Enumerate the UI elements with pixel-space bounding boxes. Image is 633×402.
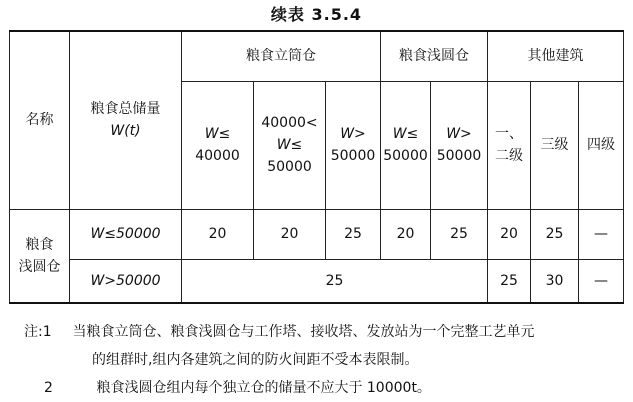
shallow-silo-group-header: 粮食浅圆仓 <box>381 31 488 81</box>
shallow-sub-2: W> 50000 <box>431 81 488 209</box>
spacing-table <box>9 30 624 304</box>
other-sub-3: 四级 <box>579 81 624 209</box>
name-header: 名称 <box>10 31 70 209</box>
table-title: 续表 3.5.4 <box>270 5 363 24</box>
row1-cell: 20 <box>488 209 531 259</box>
other-sub-2: 三级 <box>531 81 579 209</box>
table-row <box>10 259 624 303</box>
note-2-number: 2 <box>44 380 53 396</box>
note-prefix: 注:1 <box>24 324 52 340</box>
row1-cell: 25 <box>531 209 579 259</box>
row-name-cell: 粮食 浅圆仓 <box>10 209 70 303</box>
row2-merged-cell: 25 <box>182 259 488 303</box>
row1-cell: 25 <box>431 209 488 259</box>
row1-cell: 20 <box>381 209 431 259</box>
table-row <box>10 209 624 259</box>
note-1-line-2: 的组群时,组内各建筑之间的防火间距不受本表限制。 <box>92 352 419 368</box>
note-1-continued <box>24 346 624 374</box>
row2-cell: — <box>579 259 624 303</box>
vertical-silo-group-header: 粮食立筒仓 <box>182 31 381 81</box>
row1-cell: — <box>579 209 624 259</box>
header-row-groups <box>10 31 624 81</box>
other-buildings-group-header: 其他建筑 <box>488 31 624 81</box>
vertical-sub-2: 40000< W≤ 50000 <box>254 81 326 209</box>
table-notes <box>24 318 624 402</box>
vertical-sub-3: W> 50000 <box>326 81 381 209</box>
row2-storage: W>50000 <box>70 259 182 303</box>
shallow-sub-1: W≤ 50000 <box>381 81 431 209</box>
vertical-sub-1: W≤ 40000 <box>182 81 254 209</box>
total-storage-header: 粮食总储量 W(t) <box>70 31 182 209</box>
note-2-text: 粮食浅圆仓组内每个独立仓的储量不应大于 10000t。 <box>96 380 431 396</box>
row1-cell: 20 <box>182 209 254 259</box>
other-sub-1: 一、 二级 <box>488 81 531 209</box>
note-2 <box>24 374 624 402</box>
note-1-line-1: 当粮食立筒仓、粮食浅圆仓与工作塔、接收塔、发放站为一个完整工艺单元 <box>72 324 535 340</box>
row1-cell: 20 <box>254 209 326 259</box>
row2-cell: 25 <box>488 259 531 303</box>
row2-cell: 30 <box>531 259 579 303</box>
row1-cell: 25 <box>326 209 381 259</box>
note-1 <box>24 318 624 346</box>
row1-storage: W≤50000 <box>70 209 182 259</box>
